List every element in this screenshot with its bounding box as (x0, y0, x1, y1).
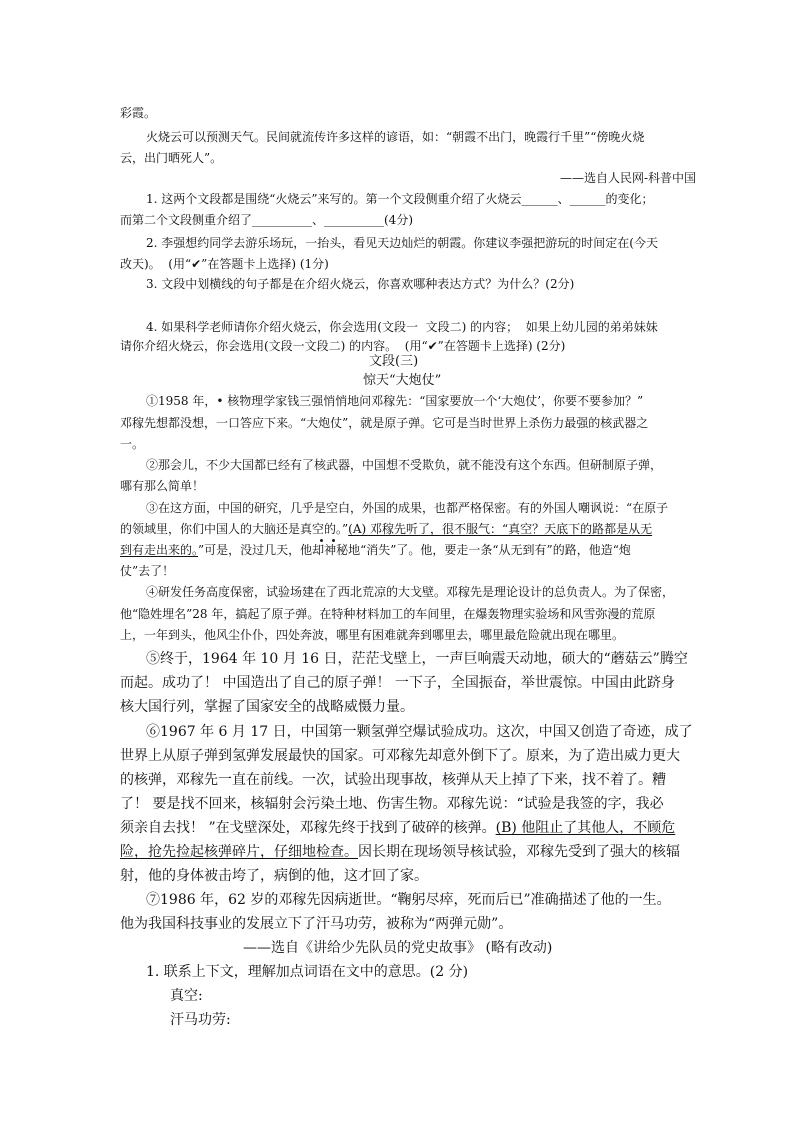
emphasis-dot (320, 539, 323, 542)
section-heading: 文段(三) (369, 354, 419, 369)
question-2-cont: 改天)。 (用“✔”在答题卡上选择) (1分) (120, 257, 329, 271)
paragraph-5: ⑤终于，1964 年 10 月 16 日，茫茫戈壁上，一声巨响震天动地，硕大的“蘑菇云”腾空 (146, 651, 688, 667)
source-citation: ——选自人民网-科普中国 (560, 171, 697, 185)
paragraph-4: ④研发任务高度保密，试验场建在了西北荒凉的大戈壁。邓稼先是理论设计的总负责人。为了保密， (146, 585, 675, 599)
paragraph-6-cont (120, 821, 675, 835)
question-3: 3. 文段中划横线的句子都是在介绍火烧云，你喜欢哪种表达方式？为什么？(2分) (146, 277, 575, 291)
paragraph-3-cont (120, 523, 652, 535)
question-1-cont: 而第二个文段侧重介绍了__________、__________(4分) (120, 213, 413, 227)
underlined-sentence-a: (A) 邓稼先听了，很不服气：“真空？天底下的路都是从无 (348, 522, 653, 536)
paragraph-6-cont: 的核弹，邓稼先一直在前线。一次，试验出现事故，核弹从天上掉了下来，找不着了。糟 (120, 772, 666, 788)
paragraph-5-cont: 核大国行列，掌握了国家安全的战略威慑力量。 (120, 699, 414, 715)
question-4: 4. 如果科学老师请你介绍火烧云，你会选用(文段一 文段二) 的内容； 如果上幼儿园的弟弟妹妹 (146, 320, 658, 334)
emphasis-dot (332, 539, 335, 542)
underlined-sentence-b: (B) 他阻止了其他人，不顾危 (495, 820, 676, 836)
paragraph-1: ①1958 年，• 核物理学家钱三强悄悄地问邓稼先：“国家要放一个‘大炮仗’，你要不要参加？” (146, 394, 644, 408)
text-span: 须亲自去找！ ”在戈壁深处，邓稼先终于找到了破碎的核弹。 (120, 820, 496, 836)
underlined-sentence-a-end: 到有走出来的。 (120, 543, 199, 557)
paragraph-3: ③在这方面，中国的研究，几乎是空白，外国的成果，也都严格保密。有的外国人嘲讽说：“在原子 (146, 501, 669, 515)
passage-title: 惊天“大炮仗” (363, 373, 442, 388)
source-citation: ——选自《讲给少先队员的党史故事》 (略有改动) (243, 940, 553, 956)
paragraph-4-cont: 上，一年到头，他风尘仆仆，四处奔波，哪里有困难就奔到哪里去，哪里最危险就出现在哪里。 (120, 628, 625, 642)
text-line: 云，出门晒死人”。 (120, 151, 223, 165)
question-1: 1. 联系上下文，理解加点词语在文中的意思。(2 分) (146, 964, 469, 980)
paragraph-5-cont: 而起。成功了！ 中国造出了自己的原子弹！ 一下子，全国振奋，举世震惊。中国由此跻身 (120, 675, 675, 691)
paragraph-6-cont: 世界上从原子弹到氢弹发展最快的国家。可邓稼先却意外倒下了。原来，为了造出威力更大 (120, 748, 680, 764)
text-span: 因长期在现场领导核试验，邓稼先受到了强大的核辐 (358, 844, 680, 860)
paragraph-1-cont: 邓稼先想都没想，一口答应下来。“大炮仗”，就是原子弹。它可是当时世界上杀伤力最强的核武器之 (120, 416, 649, 430)
paragraph-3-cont: 仗”去了！ (120, 564, 175, 578)
answer-label: 真空: (170, 988, 203, 1004)
paragraph-2: ②那会儿，不少大国都已经有了核武器，中国想不受欺负，就不能没有这个东西。但研制原子弹， (146, 458, 663, 472)
paragraph-6-cont: 了！ 要是找不回来，核辐射会污染土地、伤害生物。邓稼先说：“试验是我签的字，我必 (120, 796, 664, 812)
paragraph-4-cont: 他“隐姓埋名”28 年，搞起了原子弹。在特种材料加工的车间里，在爆轰物理实验场和风雪弥漫的荒原 (120, 607, 656, 621)
paragraph-7: ⑦1986 年，62 岁的邓稼先因病逝世。“鞠躬尽瘁，死而后已”准确描述了他的一生。 (146, 892, 671, 908)
paragraph-2-cont: 哪有那么简单！ (120, 479, 205, 493)
text-line: 火烧云可以预测天气。民间就流传许多这样的谚语，如：“朝霞不出门，晚霞行千里”“傍晚火烧 (146, 130, 645, 144)
text-line: 彩霞。 (120, 106, 157, 120)
text-span: 的领域里，你们中国人的大脑还是真空的。” (120, 522, 349, 536)
paragraph-6-cont (120, 845, 680, 859)
paragraph-7-cont: 他为我国科技事业的发展立下了汗马功劳，被称为“两弹元勋”。 (120, 916, 513, 932)
text-span: ”可是，没过几天，他却神秘地“消失”了。他，要走一条“从无到有”的路，他造“炮 (198, 543, 631, 557)
question-1: 1. 这两个文段都是围绕“火烧云”来写的。第一个文段侧重介绍了火烧云______、______的变化； (146, 192, 654, 206)
paragraph-3-cont (120, 544, 631, 556)
question-4-cont: 请你介绍火烧云，你会选用(文段一文段二) 的内容。 (用“✔”在答题卡上选择) (2分) (120, 339, 566, 353)
underlined-sentence-b-end: 险，抢先捡起核弹碎片，仔细地检查。 (120, 844, 358, 860)
question-2: 2. 李强想约同学去游乐场玩，一抬头，看见天边灿烂的朝霞。你建议李强把游玩的时间定在(今天 (146, 236, 658, 250)
paragraph-6: ⑥1967 年 6 月 17 日，中国第一颗氢弹空爆试验成功。这次，中国又创造了奇迹，成了 (146, 724, 693, 740)
answer-label: 汗马功劳: (170, 1012, 231, 1028)
paragraph-1-cont: 一。 (120, 437, 145, 451)
paragraph-6-cont: 射，他的身体被击垮了，病倒的他，这才回了家。 (120, 868, 428, 884)
